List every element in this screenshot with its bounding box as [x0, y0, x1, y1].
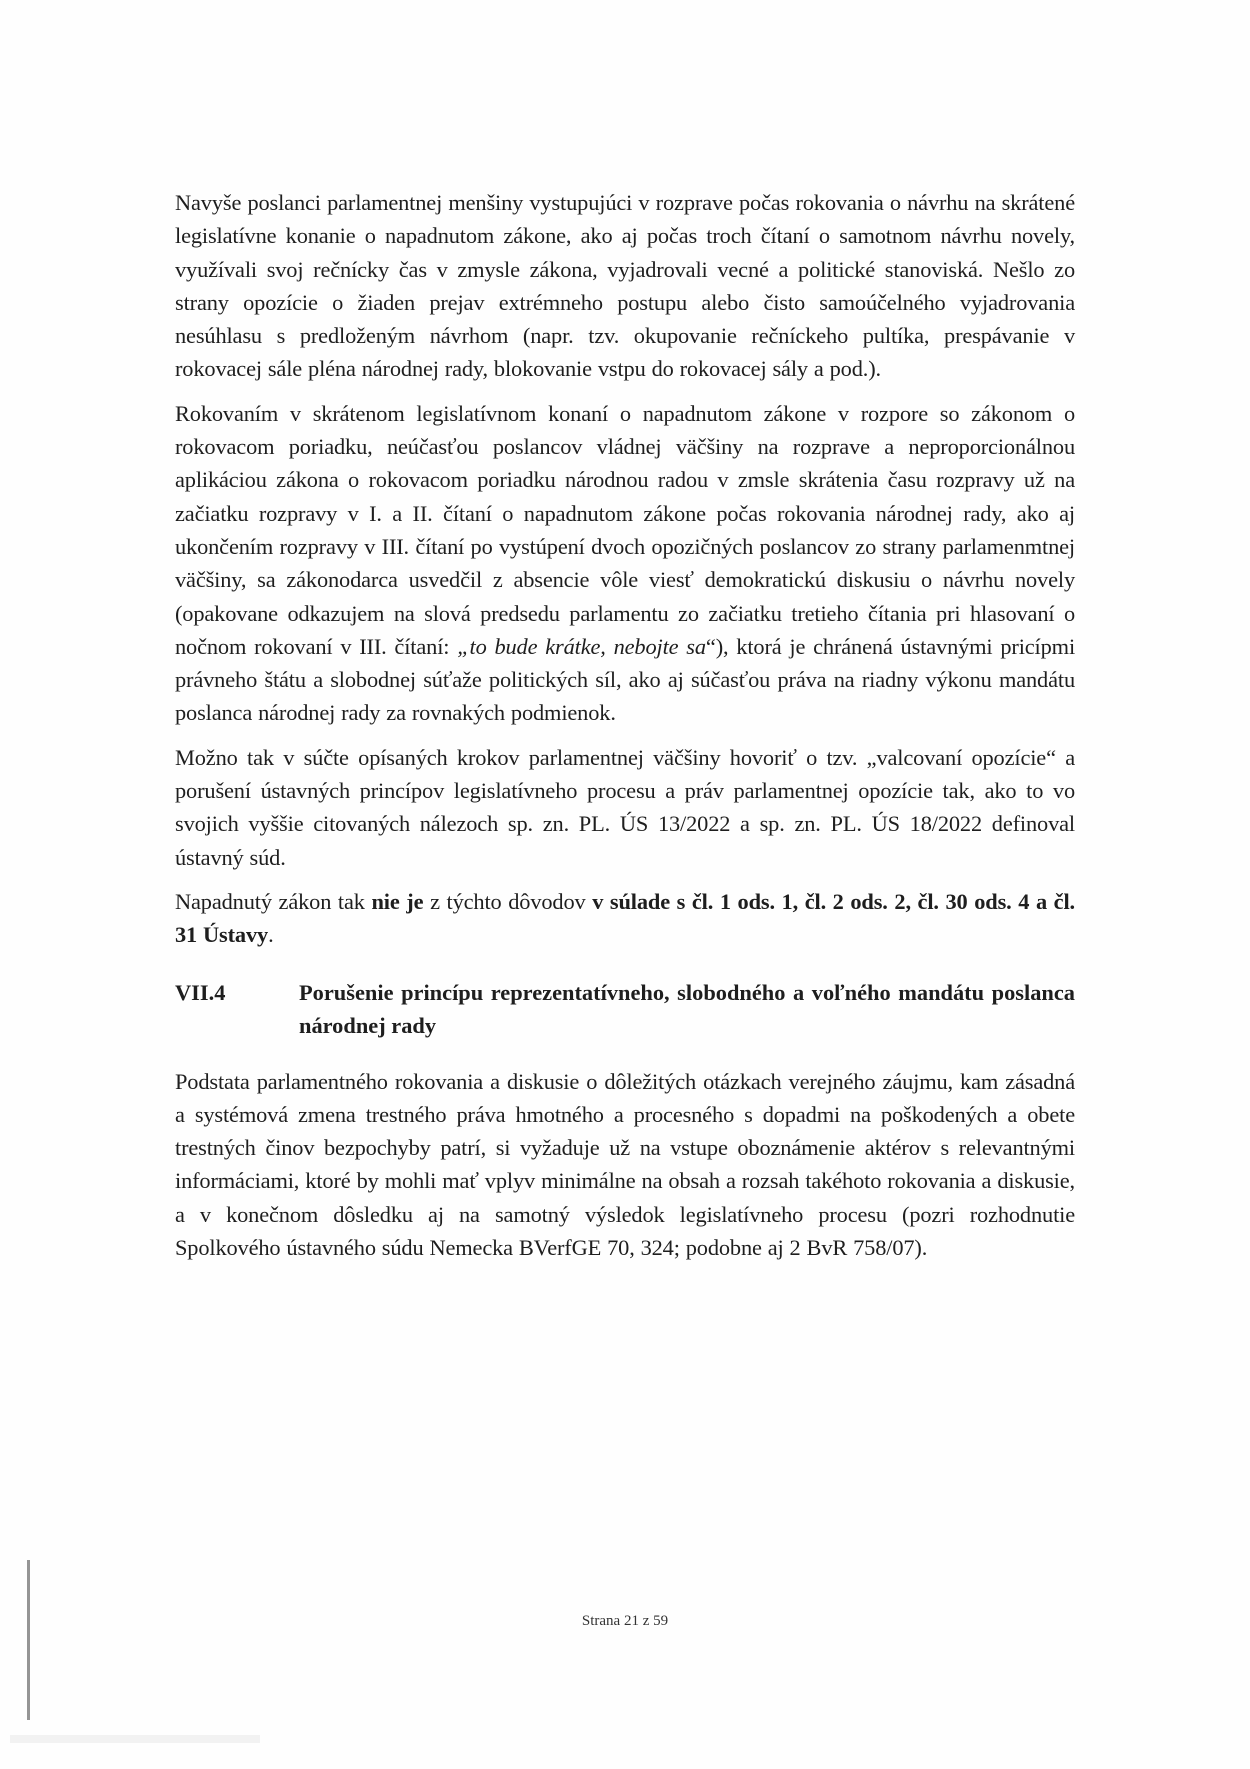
paragraph [175, 397, 1075, 730]
paragraph [175, 1065, 1075, 1265]
text-segment: . [268, 922, 274, 948]
text-segment: Možno tak v súčte opísaných krokov parlamentnej väčšiny hovoriť o tzv. „valcovaní opozície“ a porušení ústavných princípov legislatívneho procesu a práv parlamentnej opozície tak, ako to vo svojich vyššie citovaných nálezoch sp. zn. PL. ÚS 13/2022 a sp. zn. PL. ÚS 18/2022 definoval ústavný súd. [175, 744, 1075, 870]
paragraph [175, 741, 1075, 874]
text-segment: Rokovaním v skrátenom legislatívnom konaní o napadnutom zákone v rozpore so zákonom o rokovacom poriadku, neúčasťou poslancov vládnej väčšiny na rozprave a neproporcionálnou aplikáciou zákona o rokovacom poriadku národnou radou v zmsle skrátenia času rozpravy už na začiatku rozpravy v I. a II. čítaní o napadnutom zákone počas rokovania národnej rady, ako aj ukončením rozpravy v III. čítaní po vystúpení dvoch opozičných poslancov zo strany parlamenmtnej väčšiny, sa zákonodarca usvedčil z absencie vôle viesť demokratickú diskusiu o návrhu novely (opakovane odkazujem na slová predsedu parlamentu zo začiatku tretieho čítania pri hlasovaní o nočnom rokovaní v III. čítaní: [175, 400, 1075, 659]
scan-artifact-line [27, 1560, 30, 1720]
section-paragraph-group [175, 1065, 1075, 1265]
text-segment: Navyše poslanci parlamentnej menšiny vystupujúci v rozprave počas rokovania o návrhu na skrátené legislatívne konanie o napadnutom zákone, ako aj počas troch čítaní o samotnom návrhu novely, využívali svoj rečnícky čas v zmysle zákona, vyjadrovali vecné a politické stanoviská. Nešlo zo strany opozície o žiaden prejav extrémneho postupu alebo čisto samoúčelného vyjadrovania nesúhlasu s predloženým návrhom (napr. tzv. okupovanie rečníckeho pultíka, prespávanie v rokovacej sále pléna národnej rady, blokovanie vstpu do rokovacej sály a pod.). [175, 190, 1075, 382]
document-body [175, 186, 1075, 1275]
italic-text: „to bude krátke, nebojte sa [457, 633, 706, 659]
page-number: Strana 21 z 59 [581, 1613, 669, 1629]
text-segment: “), ktorá je chránená ústavnými pricípmi právneho štátu a slobodnej súťaže politických síl, ako aj súčasťou práva na riadny výkonu mandátu poslanca národnej rady za rovnakých podmienok. [175, 633, 1076, 726]
text-segment: z týchto dôvodov [423, 888, 593, 914]
paragraph [175, 186, 1075, 386]
scan-artifact-shadow [10, 1735, 260, 1743]
paragraph-group [175, 186, 1075, 952]
bold-text: v súlade s čl. 1 ods. 1, čl. 2 ods. 2, čl. 30 ods. 4 a čl. 31 Ústavy [175, 888, 1075, 948]
page-footer [0, 1613, 1250, 1630]
section-number: VII.4 [175, 979, 226, 1005]
bold-text: nie je [371, 888, 424, 914]
section-title: Porušenie princípu reprezentatívneho, slobodného a voľného mandátu poslanca národnej rady [299, 979, 1075, 1038]
text-segment: Podstata parlamentného rokovania a diskusie o dôležitých otázkach verejného záujmu, kam zásadná a systémová zmena trestného práva hmotného a procesného s dopadmi na poškodených a obete trestných činov bezpochyby patrí, si vyžaduje už na vstupe oboznámenie aktérov s relevantnými informáciami, ktoré by mohli mať vplyv minimálne na obsah a rozsah takéhoto rokovania a diskusie, a v konečnom dôsledku aj na samotný výsledok legislatívneho procesu (pozri rozhodnutie Spolkového ústavného súdu Nemecka BVerfGE 70, 324; podobne aj 2 BvR 758/07). [175, 1068, 1075, 1261]
paragraph [175, 885, 1075, 952]
text-segment: Napadnutý zákon tak [175, 888, 372, 914]
section-heading [175, 976, 1075, 1042]
